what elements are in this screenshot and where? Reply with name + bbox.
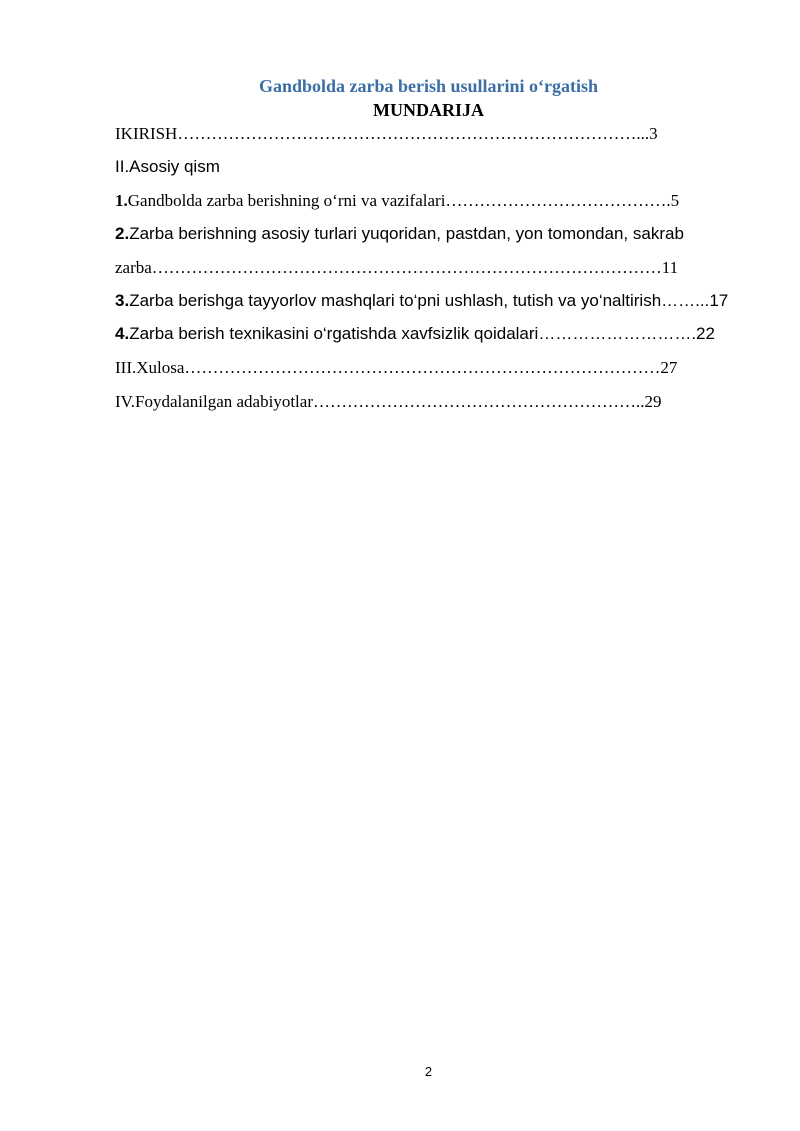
toc-entry-2 <box>115 223 745 245</box>
toc-entry-2-continuation: zarba………………………………………………………………………………11 <box>115 258 679 277</box>
toc-entry-2-number: 2. <box>115 224 130 243</box>
toc-entry-3-number: 3. <box>115 291 130 310</box>
document-title: Gandbolda zarba berish usullarini o‘rgatish <box>258 76 599 96</box>
toc-entry-intro: IKIRISH………………………………………………………………………...3 <box>115 124 658 143</box>
toc-entry-3 <box>115 290 745 312</box>
toc-entry-main-section: II.Asosiy qism <box>115 157 220 176</box>
toc-entry-3-text: Zarba berishga tayyorlov mashqlari to‘pni ushlash, tutish va yo‘naltirish……...17 <box>129 291 729 310</box>
page-number: 2 <box>424 1064 433 1079</box>
toc-entry-1 <box>115 190 745 212</box>
toc-entry-references: IV.Foydalanilgan adabiyotlar…………………………………………………..29 <box>115 392 662 411</box>
toc-entry-4 <box>115 323 745 345</box>
toc-entry-1-text: Gandbolda zarba berishning o‘rni va vazifalari………………………………….5 <box>127 191 680 210</box>
toc-heading: MUNDARIJA <box>373 100 484 120</box>
toc-entry-1-number: 1. <box>115 191 128 210</box>
toc-entry-4-text: Zarba berish texnikasini o‘rgatishda xavfsizlik qoidalari……………………….22 <box>129 324 715 343</box>
toc-entry-2-text: Zarba berishning asosiy turlari yuqoridan, pastdan, yon tomondan, sakrab <box>129 224 684 243</box>
toc-entry-4-number: 4. <box>115 324 130 343</box>
toc-entry-conclusion: III.Xulosa…………………………………………………………………………27 <box>115 358 678 377</box>
